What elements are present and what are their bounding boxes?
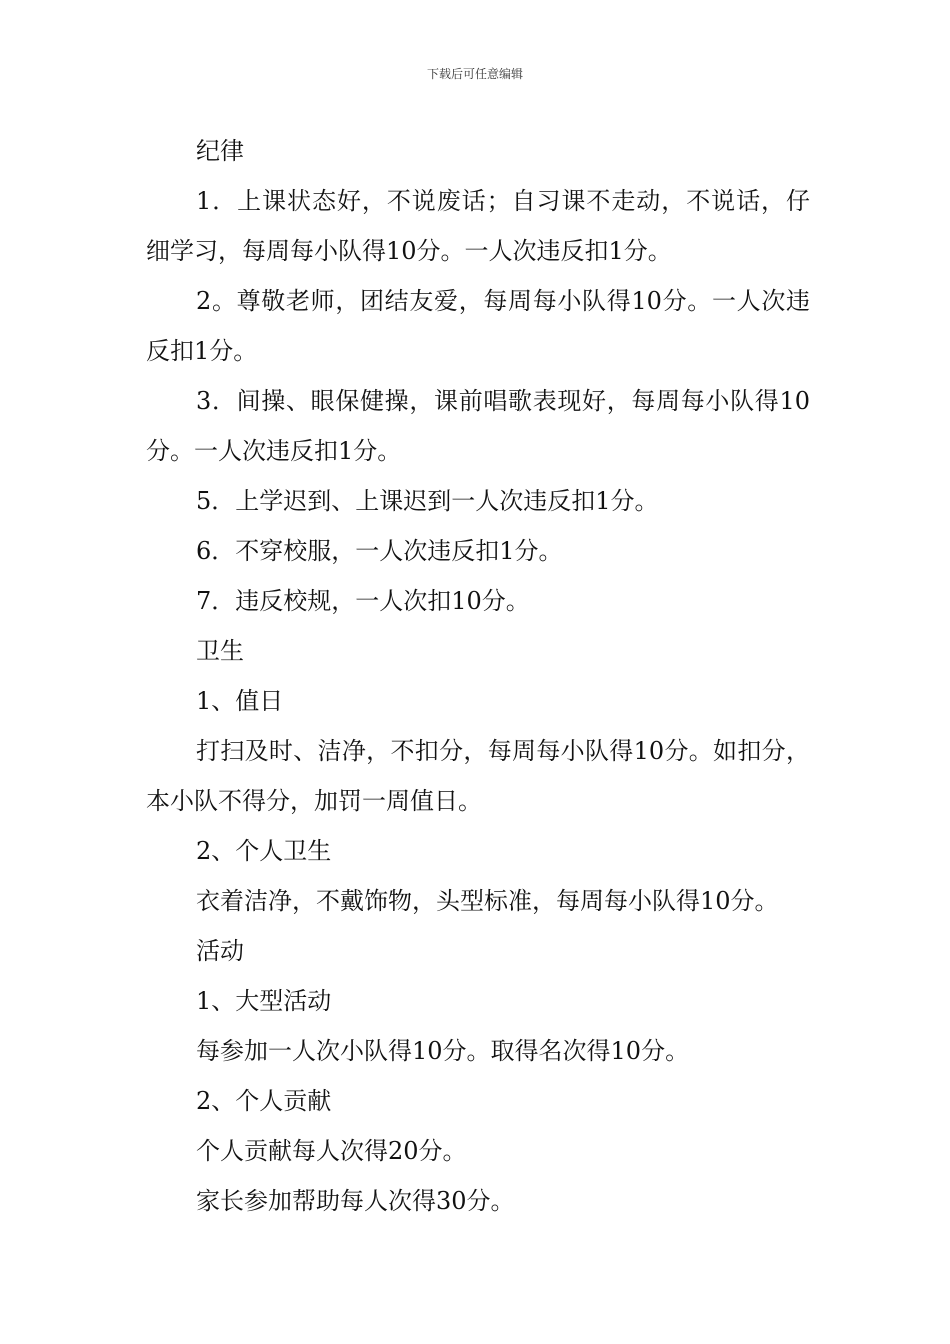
rule-paragraph: 衣着洁净，不戴饰物，头型标准，每周每小队得10分。 xyxy=(196,887,779,915)
rule-paragraph: 6．不穿校服，一人次违反扣1分。 xyxy=(196,537,563,565)
section-heading-discipline: 纪律 xyxy=(196,137,244,165)
rule-paragraph: 个人贡献每人次得20分。 xyxy=(196,1137,467,1165)
rule-paragraph: 家长参加帮助每人次得30分。 xyxy=(196,1187,515,1215)
rule-paragraph: 每参加一人次小队得10分。取得名次得10分。 xyxy=(196,1037,690,1065)
page-header: 下载后可任意编辑 xyxy=(426,67,523,81)
document-body xyxy=(146,126,810,1226)
section-heading-hygiene: 卫生 xyxy=(196,637,244,665)
rule-paragraph: 5．上学迟到、上课迟到一人次违反扣1分。 xyxy=(196,487,659,515)
subheading-personal-hygiene: 2、个人卫生 xyxy=(196,837,332,865)
subheading-major-activities: 1、大型活动 xyxy=(196,987,332,1015)
rule-paragraph: 打扫及时、洁净，不扣分，每周每小队得10分。如扣分，本小队不得分，加罚一周值日。 xyxy=(146,737,810,815)
rule-paragraph: 1．上课状态好，不说废话；自习课不走动，不说话，仔细学习，每周每小队得10分。一人次违反扣1分。 xyxy=(146,187,810,265)
section-heading-activities: 活动 xyxy=(196,937,244,965)
rule-paragraph: 3．间操、眼保健操，课前唱歌表现好，每周每小队得10分。一人次违反扣1分。 xyxy=(146,387,810,465)
rule-paragraph: 2。尊敬老师，团结友爱，每周每小队得10分。一人次违反扣1分。 xyxy=(146,287,810,365)
subheading-duty: 1、值日 xyxy=(196,687,284,715)
rule-paragraph: 7．违反校规，一人次扣10分。 xyxy=(196,587,530,615)
subheading-personal-contribution: 2、个人贡献 xyxy=(196,1087,332,1115)
